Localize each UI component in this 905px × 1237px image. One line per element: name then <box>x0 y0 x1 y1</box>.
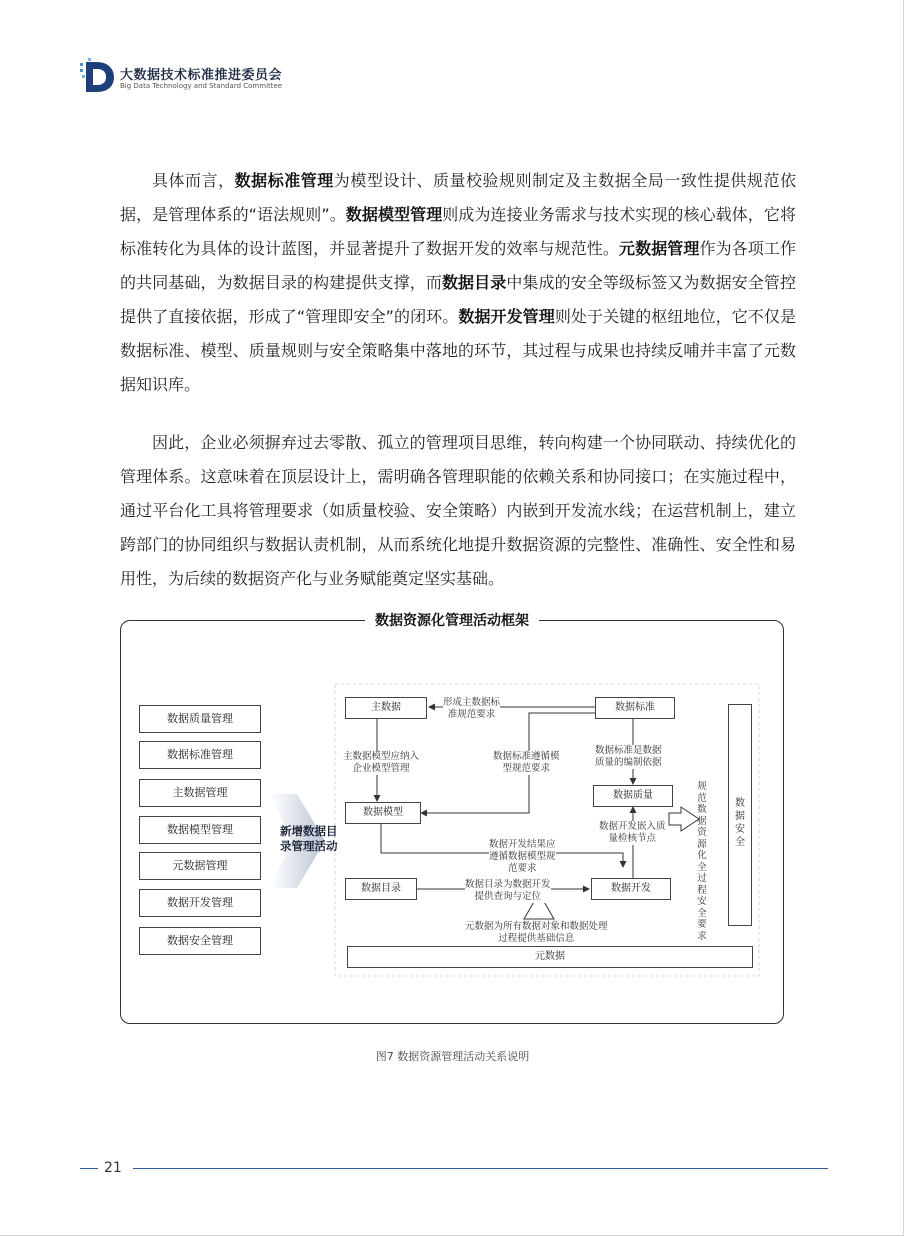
node-data-dev: 数据开发 <box>591 878 671 900</box>
org-name-en: Big Data Technology and Standard Committee <box>120 82 283 90</box>
security-char-2: 据 <box>735 811 745 822</box>
label-std-model <box>493 751 560 775</box>
label-metadata <box>465 921 608 945</box>
node-data-model: 数据模型 <box>345 802 421 824</box>
security-note-char: 求 <box>697 930 707 942</box>
security-requirement-note <box>689 781 715 942</box>
label-dev-quality <box>599 821 666 845</box>
figure-title: 数据资源化管理活动框架 <box>365 610 539 630</box>
left-item-master: 主数据管理 <box>139 779 261 807</box>
text-run: 具体而言， <box>152 171 235 190</box>
page-number: 21 <box>104 1160 122 1176</box>
paragraph-1 <box>120 164 796 402</box>
node-data-quality: 数据质量 <box>593 785 673 807</box>
framework-figure <box>120 613 784 1024</box>
figure-caption: 图7 数据资源管理活动关系说明 <box>375 1050 530 1063</box>
security-char-1: 数 <box>735 798 745 809</box>
label-std-quality-1: 数据标准是数据 <box>595 745 662 756</box>
label-dev-model <box>489 839 556 875</box>
logo-icon <box>80 58 116 94</box>
security-note-char: 范 <box>697 792 707 804</box>
label-metadata-2: 过程提供基础信息 <box>498 933 575 944</box>
bold-term: 数据目录 <box>441 273 507 292</box>
security-char-3: 安 <box>735 824 745 835</box>
label-dev-model-2: 遵循数据模型规 <box>489 851 556 862</box>
paragraph-2-text: 因此，企业必须摒弃过去零散、孤立的管理项目思维，转向构建一个协同联动、持续优化的管理体系。这意味着在顶层设计上，需明确各管理职能的依赖关系和协同接口；在实施过程中，通过平台化工具将管理要求（如质量校验、安全策略）内嵌到开发流水线；在运营机制上，建立跨部门的协同组织与数据认责机制，从而系统化地提升数据资源的完整性、准确性、安全性和易用性，为后续的数据资产化与业务赋能奠定坚实基础。 <box>120 433 796 588</box>
security-note-char: 全 <box>697 861 707 873</box>
text-run: 为模型设计、质量校验规则制定及主数据全局一致性提供规范依据，是管理体系的“语法规则”。 <box>120 171 796 224</box>
label-std-model-2: 型规范要求 <box>502 763 551 774</box>
bold-term: 元数据管理 <box>619 239 700 258</box>
label-master-model <box>343 751 419 775</box>
bold-term: 数据标准管理 <box>234 171 334 190</box>
label-form-master-1: 形成主数据标 <box>443 697 501 708</box>
text-run: 作为各项工作的共同基础，为数据目录的构建提供支撑，而 <box>120 239 796 292</box>
bold-term: 数据模型管理 <box>345 205 443 224</box>
left-item-security: 数据安全管理 <box>139 927 261 955</box>
org-name-cn: 大数据技术标准推进委员会 <box>120 68 283 83</box>
security-note-char: 过 <box>697 873 707 884</box>
left-item-standard: 数据标准管理 <box>139 741 261 769</box>
security-note-char: 程 <box>697 884 707 896</box>
text-run: 则成为连接业务需求与技术实现的核心载体，它将标准转化为具体的设计蓝图，并显著提升了数据开发的效率与规范性。 <box>120 205 796 258</box>
label-master-model-2: 企业模型管理 <box>352 763 410 774</box>
left-item-metadata: 元数据管理 <box>139 852 261 880</box>
label-form-master <box>443 697 500 721</box>
new-catalog-label <box>280 824 338 854</box>
footer-line-left <box>80 1168 98 1169</box>
label-dev-model-1: 数据开发结果应 <box>489 839 556 850</box>
security-note-char: 数 <box>697 804 707 815</box>
label-dev-model-3: 范要求 <box>508 863 537 874</box>
label-dev-quality-1: 数据开发嵌入质 <box>599 821 666 832</box>
node-master-data: 主数据 <box>345 697 427 719</box>
security-note-char: 源 <box>697 838 707 850</box>
label-master-model-1: 主数据模型应纳入 <box>343 751 420 762</box>
label-catalog-dev-2: 提供查询与定位 <box>474 891 542 902</box>
label-std-quality <box>595 745 662 769</box>
security-note-char: 全 <box>697 907 707 919</box>
footer-line-right <box>133 1168 828 1169</box>
security-note-char: 资 <box>697 827 707 838</box>
security-note-char: 要 <box>697 919 707 930</box>
text-run: 则处于关键的枢纽地位，它不仅是数据标准、模型、质量规则与安全策略集中落地的环节，其过程与成果也持续反哺并丰富了元数据知识库。 <box>120 307 796 394</box>
label-catalog-dev-1: 数据目录为数据开发 <box>465 879 551 890</box>
label-form-master-2: 准规范要求 <box>447 709 496 720</box>
node-data-catalog: 数据目录 <box>345 878 417 900</box>
security-note-char: 规 <box>697 781 707 792</box>
label-std-quality-2: 质量的编制依据 <box>595 757 662 768</box>
left-item-quality: 数据质量管理 <box>139 705 261 733</box>
security-note-char: 化 <box>697 850 707 861</box>
label-metadata-1: 元数据为所有数据对象和数据处理 <box>465 921 608 932</box>
paragraph-2 <box>120 426 796 596</box>
security-note-char: 安 <box>697 896 707 907</box>
bold-term: 数据开发管理 <box>458 307 555 326</box>
security-char-4: 全 <box>735 837 745 848</box>
left-item-dev: 数据开发管理 <box>139 889 261 917</box>
paragraph-1-text <box>120 164 796 402</box>
left-item-model: 数据模型管理 <box>139 816 261 844</box>
new-catalog-label-line2: 录管理活动 <box>280 839 338 853</box>
label-catalog-dev <box>465 879 551 903</box>
node-data-standard: 数据标准 <box>595 697 675 719</box>
label-dev-quality-2: 量检核节点 <box>608 833 657 844</box>
metadata-bar: 元数据 <box>347 946 753 968</box>
security-note-char: 据 <box>697 815 707 827</box>
text-run: 中集成的安全等级标签又为数据安全管控提供了直接依据，形成了“管理即安全”的闭环。 <box>120 273 796 326</box>
new-catalog-label-line1: 新增数据目 <box>280 824 338 838</box>
label-std-model-1: 数据标准遵循模 <box>493 751 560 762</box>
data-security-column <box>728 704 752 926</box>
